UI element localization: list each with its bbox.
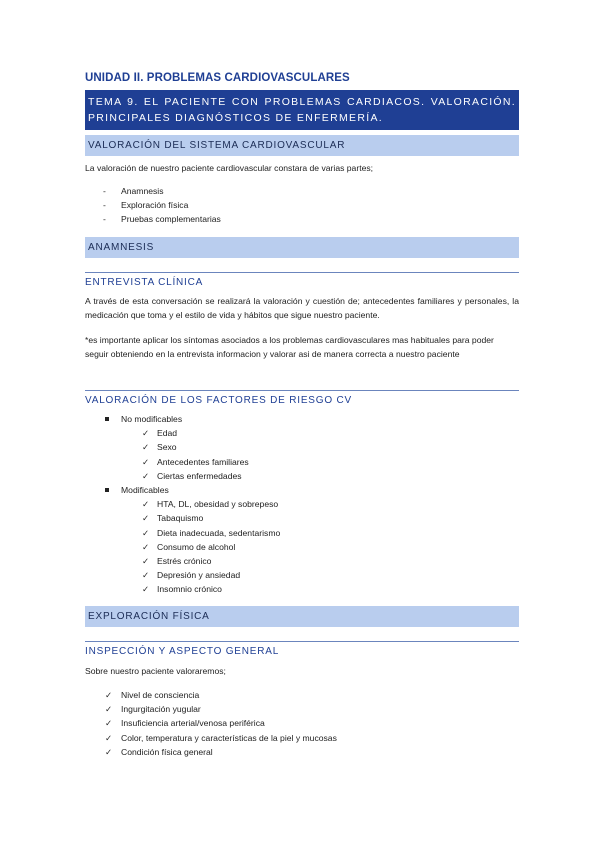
list-item-modificables: Modificables [85, 483, 519, 497]
check-icon: ✓ [142, 428, 150, 439]
divider [85, 641, 519, 642]
divider [85, 390, 519, 391]
unit-title: UNIDAD II. PROBLEMAS CARDIOVASCULARES [85, 72, 350, 84]
check-icon: ✓ [105, 732, 113, 743]
check-icon: ✓ [142, 584, 150, 595]
check-icon: ✓ [142, 527, 150, 538]
list-item: ✓ Ciertas enfermedades [85, 469, 519, 483]
list-item: ✓ Dieta inadecuada, sedentarismo [85, 526, 519, 540]
subheading-inspeccion: INSPECCIÓN Y ASPECTO GENERAL [85, 646, 280, 657]
inspeccion-intro: Sobre nuestro paciente valoraremos; [85, 666, 226, 676]
list-item: ✓ Sexo [85, 440, 519, 454]
list-item: ✓ Tabaquismo [85, 511, 519, 525]
list-item: ✓ Insomnio crónico [85, 582, 519, 596]
list-item: ✓ Condición física general [85, 745, 519, 759]
subheading-factores: VALORACIÓN DE LOS FACTORES DE RIESGO CV [85, 395, 352, 406]
check-icon: ✓ [105, 718, 113, 729]
list-item: ✓ Ingurgitación yugular [85, 702, 519, 716]
list-item: ✓ Antecedentes familiares [85, 455, 519, 469]
list-item-no-modificables: No modificables [85, 412, 519, 426]
list-item: ✓ Color, temperatura y características de la piel y mucosas [85, 731, 519, 745]
check-icon: ✓ [142, 555, 150, 566]
entrevista-note: *es importante aplicar los síntomas asociados a los problemas cardiovasculares mas habituales para poder seguir obteniendo en la entrevista informacion y valorar asi de manera correcta a nuestro paciente [85, 335, 494, 360]
check-icon: ✓ [105, 746, 113, 757]
list-item: ✓ HTA, DL, obesidad y sobrepeso [85, 497, 519, 511]
divider [85, 272, 519, 273]
section-heading-anamnesis: ANAMNESIS [85, 237, 519, 258]
valoracion-intro: La valoración de nuestro paciente cardiovascular constara de varias partes; [85, 163, 374, 173]
list-item: ✓ Edad [85, 426, 519, 440]
list-item: ✓ Nivel de consciencia [85, 688, 519, 702]
list-item: ✓ Insuficiencia arterial/venosa periférica [85, 716, 519, 730]
check-icon: ✓ [142, 570, 150, 581]
risk-factors-list [85, 412, 519, 596]
section-heading-valoracion: VALORACIÓN DEL SISTEMA CARDIOVASCULAR [85, 135, 519, 156]
list-item: ✓ Estrés crónico [85, 554, 519, 568]
tema-title-banner: TEMA 9. EL PACIENTE CON PROBLEMAS CARDIACOS. VALORACIÓN. PRINCIPALES DIAGNÓSTICOS DE ENFERMERÍA. [85, 90, 519, 130]
subheading-entrevista: ENTREVISTA CLÍNICA [85, 277, 204, 288]
check-icon: ✓ [142, 541, 150, 552]
check-icon: ✓ [142, 442, 150, 453]
check-icon: ✓ [142, 499, 150, 510]
check-icon: ✓ [142, 513, 150, 524]
entrevista-paragraph: A través de esta conversación se realizará la valoración y cuestión de; antecedentes familiares y personales, la medicación que toma y el estilo de vida y hábitos que sigue nuestro paciente. [85, 296, 519, 321]
list-item: ✓ Consumo de alcohol [85, 540, 519, 554]
list-item: ✓ Depresión y ansiedad [85, 568, 519, 582]
check-icon: ✓ [142, 456, 150, 467]
check-icon: ✓ [105, 704, 113, 715]
check-icon: ✓ [142, 470, 150, 481]
check-icon: ✓ [105, 690, 113, 700]
section-heading-exploracion: EXPLORACIÓN FÍSICA [85, 606, 519, 627]
inspeccion-list [85, 688, 519, 759]
